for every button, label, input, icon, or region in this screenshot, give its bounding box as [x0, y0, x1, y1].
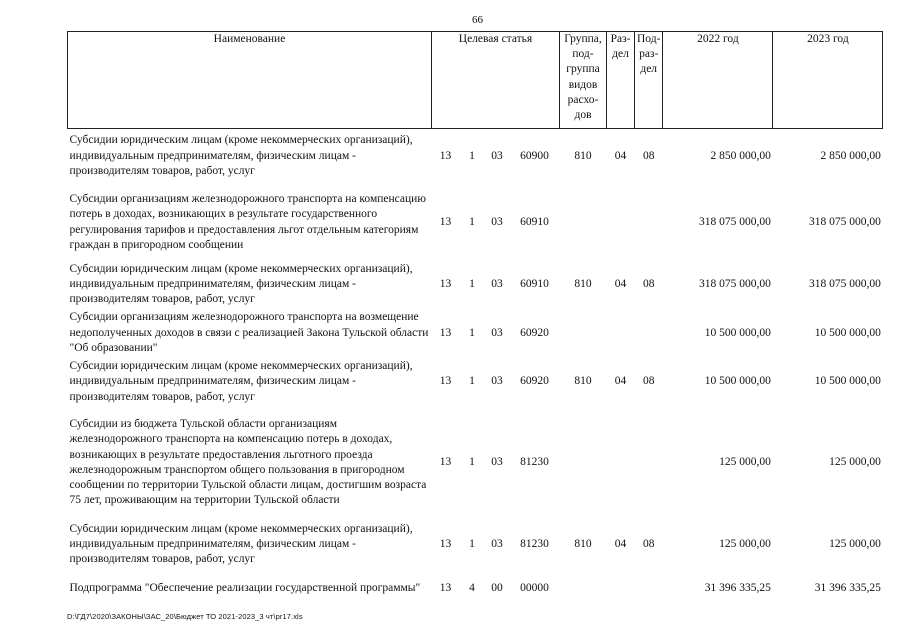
- amount-2023: 31 396 335,25: [814, 582, 881, 595]
- target-code-1: 13: [439, 149, 452, 162]
- header-name: Наименование: [68, 32, 432, 129]
- subsection-code: [635, 569, 663, 609]
- header-subsection: Под-раз-дел: [635, 32, 663, 129]
- target-code-3: 00: [491, 582, 503, 595]
- expense-group: 810: [574, 375, 592, 388]
- header-2022: 2022 год: [663, 32, 773, 129]
- target-code-4: 60910: [520, 277, 549, 290]
- amount-2022: 10 500 000,00: [704, 326, 771, 339]
- section-code: 04: [614, 277, 627, 290]
- header-target: Целевая статья: [432, 32, 560, 129]
- target-code-3: 03: [491, 538, 503, 551]
- section-code: [607, 307, 635, 359]
- section-code: [607, 405, 635, 521]
- expense-group: [560, 307, 607, 359]
- target-code-2: 4: [469, 582, 475, 595]
- row-name: Подпрограмма "Обеспечение реализации государственной программы": [69, 582, 421, 595]
- section-code: [607, 184, 635, 262]
- expense-group: 810: [574, 277, 592, 290]
- amount-2023: 125 000,00: [829, 456, 881, 469]
- expense-group: [560, 569, 607, 609]
- row-name: Субсидии из бюджета Тульской области организациям железнодорожного транспорта на компенсацию потерь в доходах, возникающих в результате предоставления льготного проезда железнодорожным транспортом общего пользования в пригородном сообщении по территории Тульской области лицам, достигшим возраста 75 лет, проживающим на территории Тульской области: [69, 418, 427, 507]
- row-name: Субсидии юридическим лицам (кроме некоммерческих организаций), индивидуальным предпринимателям, физическим лицам - производителям товаров, работ, услуг: [69, 262, 413, 305]
- target-code-2: 1: [469, 326, 475, 339]
- target-code-3: 03: [491, 456, 503, 469]
- subsection-code: [635, 307, 663, 359]
- subsection-code: 08: [642, 375, 655, 388]
- expense-group: [560, 184, 607, 262]
- amount-2023: 10 500 000,00: [814, 326, 881, 339]
- amount-2022: 125 000,00: [719, 538, 771, 551]
- table-row: [68, 129, 883, 184]
- target-code-4: 60920: [520, 375, 549, 388]
- target-code-1: 13: [439, 375, 452, 388]
- amount-2022: 31 396 335,25: [704, 582, 771, 595]
- target-code-2: 1: [469, 215, 475, 228]
- row-name: Субсидии юридическим лицам (кроме некоммерческих организаций), индивидуальным предпринимателям, физическим лицам - производителям товаров, работ, услуг: [69, 134, 413, 177]
- table-row: [68, 359, 883, 405]
- section-code: [607, 569, 635, 609]
- page-number: 66: [472, 14, 483, 26]
- target-code-1: 13: [439, 582, 452, 595]
- amount-2023: 2 850 000,00: [820, 149, 881, 162]
- amount-2023: 318 075 000,00: [809, 277, 881, 290]
- header-section: Раз-дел: [607, 32, 635, 129]
- subsection-code: 08: [642, 538, 655, 551]
- subsection-code: [635, 405, 663, 521]
- target-code-3: 03: [491, 326, 503, 339]
- target-code-1: 13: [439, 538, 452, 551]
- target-code-1: 13: [439, 456, 452, 469]
- target-code-3: 03: [491, 215, 503, 228]
- row-name: Субсидии организациям железнодорожного транспорта на компенсацию потерь в доходах, возникающих в результате государственного регулирования тарифов и предоставления льгот отдельным категориям граждан в пригородном сообщении: [69, 193, 426, 251]
- table-header-row: [68, 32, 883, 129]
- amount-2022: 125 000,00: [719, 456, 771, 469]
- target-code-1: 13: [439, 277, 452, 290]
- amount-2022: 318 075 000,00: [699, 277, 771, 290]
- target-code-2: 1: [469, 149, 475, 162]
- section-code: 04: [614, 149, 627, 162]
- target-code-4: 60910: [520, 215, 549, 228]
- row-name: Субсидии юридическим лицам (кроме некоммерческих организаций), индивидуальным предпринимателям, физическим лицам - производителям товаров, работ, услуг: [69, 360, 413, 403]
- row-name: Субсидии организациям железнодорожного транспорта на возмещение недополученных доходов в связи с реализацией Закона Тульской области "Об образовании": [69, 311, 429, 354]
- header-group: Группа, под-группа видов расхо-дов: [560, 32, 607, 129]
- target-code-2: 1: [469, 456, 475, 469]
- amount-2023: 10 500 000,00: [814, 375, 881, 388]
- target-code-4: 60900: [520, 149, 549, 162]
- target-code-4: 81230: [520, 456, 549, 469]
- subsection-code: [635, 184, 663, 262]
- amount-2022: 318 075 000,00: [699, 215, 771, 228]
- target-code-3: 03: [491, 375, 503, 388]
- expense-group: 810: [574, 149, 592, 162]
- subsection-code: 08: [642, 149, 655, 162]
- target-code-1: 13: [439, 215, 452, 228]
- table-row: [68, 521, 883, 569]
- file-path-footer: D:\ГД7\2020\ЗАКОНЫ\ЗАС_20\Бюджет ТО 2021-2023_3 чт\pr17.xls: [67, 612, 303, 621]
- target-code-2: 1: [469, 538, 475, 551]
- target-code-2: 1: [469, 277, 475, 290]
- target-code-3: 03: [491, 149, 503, 162]
- target-code-2: 1: [469, 375, 475, 388]
- section-code: 04: [614, 538, 627, 551]
- header-2023: 2023 год: [773, 32, 883, 129]
- row-name: Субсидии юридическим лицам (кроме некоммерческих организаций), индивидуальным предпринимателям, физическим лицам - производителям товаров, работ, услуг: [69, 522, 413, 566]
- table-row: [68, 405, 883, 521]
- table-row: [68, 569, 883, 609]
- subsection-code: 08: [642, 277, 655, 290]
- budget-table: [67, 31, 883, 609]
- target-code-4: 60920: [520, 326, 549, 339]
- expense-group: [560, 405, 607, 521]
- target-code-3: 03: [491, 277, 503, 290]
- table-row: [68, 184, 883, 262]
- target-code-4: 00000: [520, 582, 549, 595]
- expense-group: 810: [574, 538, 592, 551]
- table-row: [68, 307, 883, 359]
- amount-2022: 2 850 000,00: [710, 149, 771, 162]
- section-code: 04: [614, 375, 627, 388]
- table-row: [68, 262, 883, 308]
- amount-2023: 318 075 000,00: [809, 215, 881, 228]
- amount-2023: 125 000,00: [829, 538, 881, 551]
- target-code-1: 13: [439, 326, 452, 339]
- target-code-4: 81230: [520, 538, 549, 551]
- amount-2022: 10 500 000,00: [704, 375, 771, 388]
